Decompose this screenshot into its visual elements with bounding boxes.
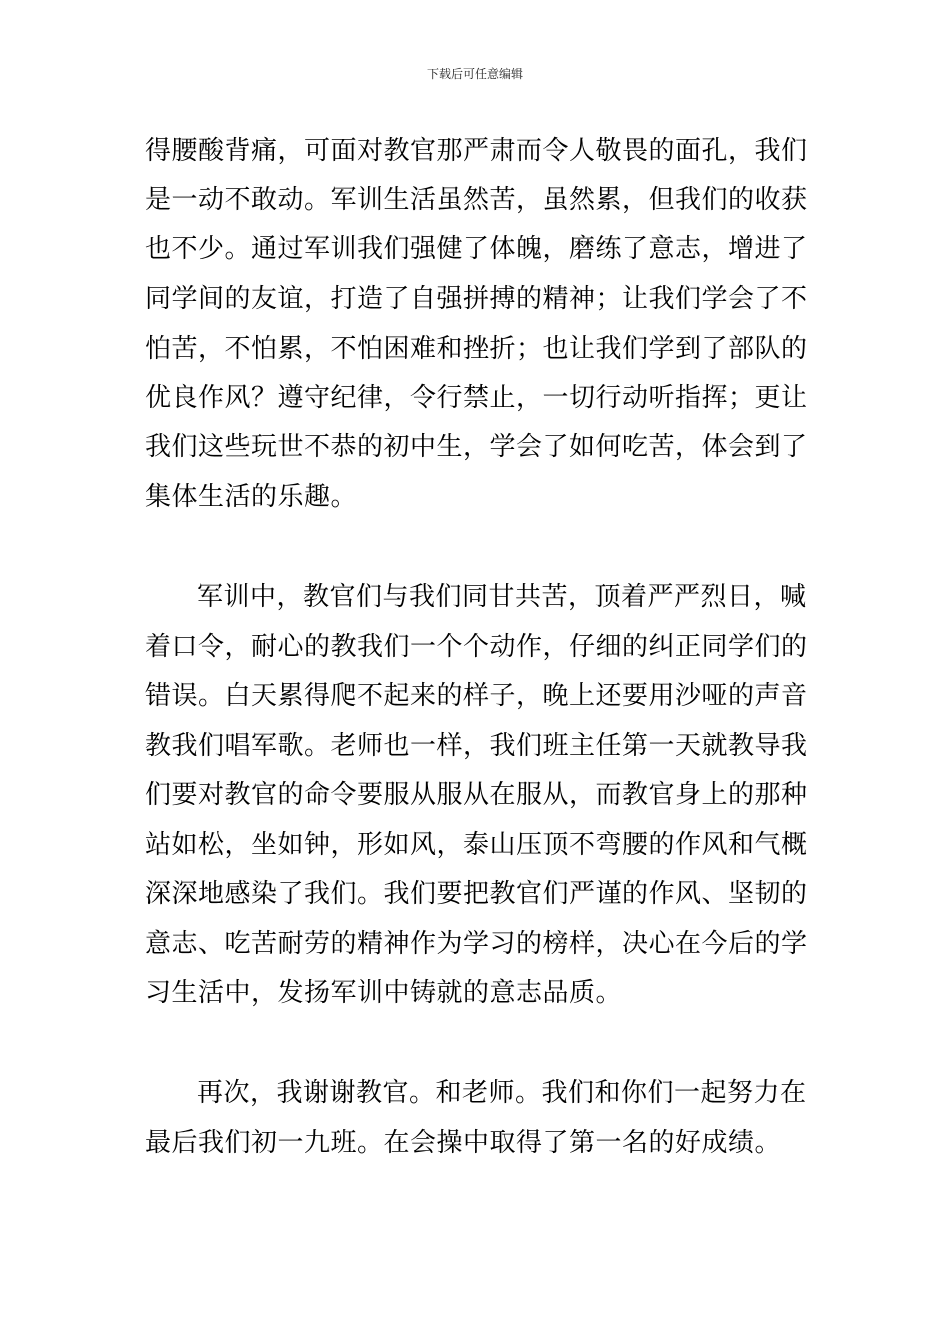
text-line: 站如松，坐如钟，形如风，泰山压顶不弯腰的作风和气概	[145, 830, 808, 860]
text-line: 教我们唱军歌。老师也一样，我们班主任第一天就教导我	[145, 731, 808, 761]
page-header: 下载后可任意编辑	[426, 67, 523, 81]
text-line: 最后我们初一九班。在会操中取得了第一名的好成绩。	[145, 1128, 782, 1158]
text-line: 习生活中，发扬军训中铸就的意志品质。	[145, 978, 623, 1008]
text-line: 集体生活的乐趣。	[145, 482, 358, 512]
text-line: 军训中，教官们与我们同甘共苦，顶着严严烈日，喊	[197, 582, 807, 612]
text-line: 同学间的友谊，打造了自强拼搏的精神；让我们学会了不	[145, 284, 808, 314]
text-line: 也不少。通过军训我们强健了体魄，磨练了意志，增进了	[145, 234, 808, 264]
text-line: 深深地感染了我们。我们要把教官们严谨的作风、坚韧的	[145, 879, 808, 909]
text-line: 们要对教官的命令要服从服从在服从，而教官身上的那种	[145, 780, 808, 810]
text-line: 我们这些玩世不恭的初中生，学会了如何吃苦，体会到了	[145, 432, 808, 462]
text-line: 再次，我谢谢教官。和老师。我们和你们一起努力在	[197, 1078, 807, 1108]
text-line: 错误。白天累得爬不起来的样子，晚上还要用沙哑的声音	[145, 681, 808, 711]
text-line: 得腰酸背痛，可面对教官那严肃而令人敬畏的面孔，我们	[145, 136, 808, 166]
text-line: 着口令，耐心的教我们一个个动作，仔细的纠正同学们的	[145, 632, 808, 662]
text-line: 优良作风？遵守纪律，令行禁止，一切行动听指挥；更让	[145, 383, 808, 413]
text-line: 意志、吃苦耐劳的精神作为学习的榜样，决心在今后的学	[145, 929, 808, 959]
text-line: 是一动不敢动。军训生活虽然苦，虽然累，但我们的收获	[145, 185, 808, 215]
text-line: 怕苦，不怕累，不怕困难和挫折；也让我们学到了部队的	[145, 334, 808, 364]
